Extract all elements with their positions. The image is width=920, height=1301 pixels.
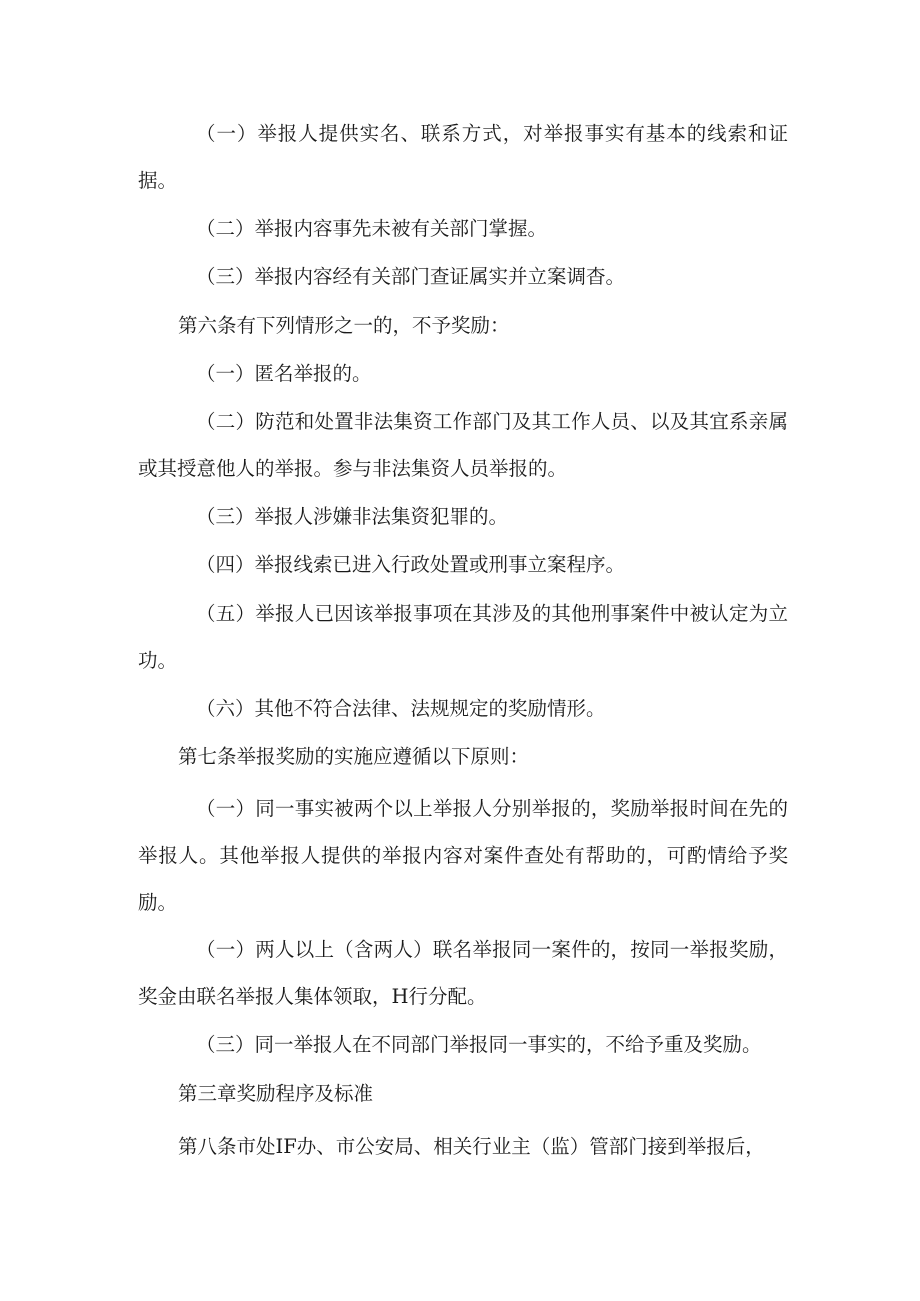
paragraph-item-10: （一）同一事实被两个以上举报人分别举报的，奖励举报时间在先的举报人。其他举报人提供的举报内容对案件查处有帮助的，可酌情给予奖励。	[138, 797, 788, 914]
paragraph-item-12: （三）同一举报人在不同部门举报同一事实的，不给予重及奖励。	[196, 1033, 762, 1056]
paragraph-item-7: （四）举报线索已进入行政处置或刑事立案程序。	[196, 553, 626, 576]
paragraph-item-6: （三）举报人涉嫌非法集资犯罪的。	[196, 505, 509, 528]
article-8-heading: 第八条市处IF办、市公安局、相关行业主（监）管部门接到举报后，	[178, 1135, 765, 1158]
paragraph-item-3: （三）举报内容经有关部门查证属实并立案调杳。	[196, 265, 626, 288]
paragraph-item-11: （一）两人以上（含两人）联名举报同一案件的，按同一举报奖励，奖金由联名举报人集体领取，H行分配。	[138, 938, 788, 1008]
paragraph-item-8: （五）举报人已因该举报事项在其涉及的其他刑事案件中被认定为立功。	[138, 602, 788, 672]
chapter-3-heading: 第三章奖励程序及标准	[178, 1082, 374, 1105]
article-6-heading: 第六条有下列情形之一的，不予奖励：	[178, 314, 510, 337]
paragraph-item-5: （二）防范和处置非法集资工作部门及其工作人员、以及其宜系亲属或其授意他人的举报。参与非法集资人员举报的。	[138, 410, 788, 480]
paragraph-item-2: （二）举报内容事先未被有关部门掌握。	[196, 217, 548, 240]
paragraph-item-1: （一）举报人提供实名、联系方式，对举报事实有基本的线索和证据。	[138, 122, 788, 192]
paragraph-item-9: （六）其他不符合法律、法规规定的奖励情形。	[196, 697, 606, 720]
article-7-heading: 第七条举报奖励的实施应遵循以下原则：	[178, 745, 530, 768]
paragraph-item-4: （一）匿名举报的。	[196, 362, 372, 385]
